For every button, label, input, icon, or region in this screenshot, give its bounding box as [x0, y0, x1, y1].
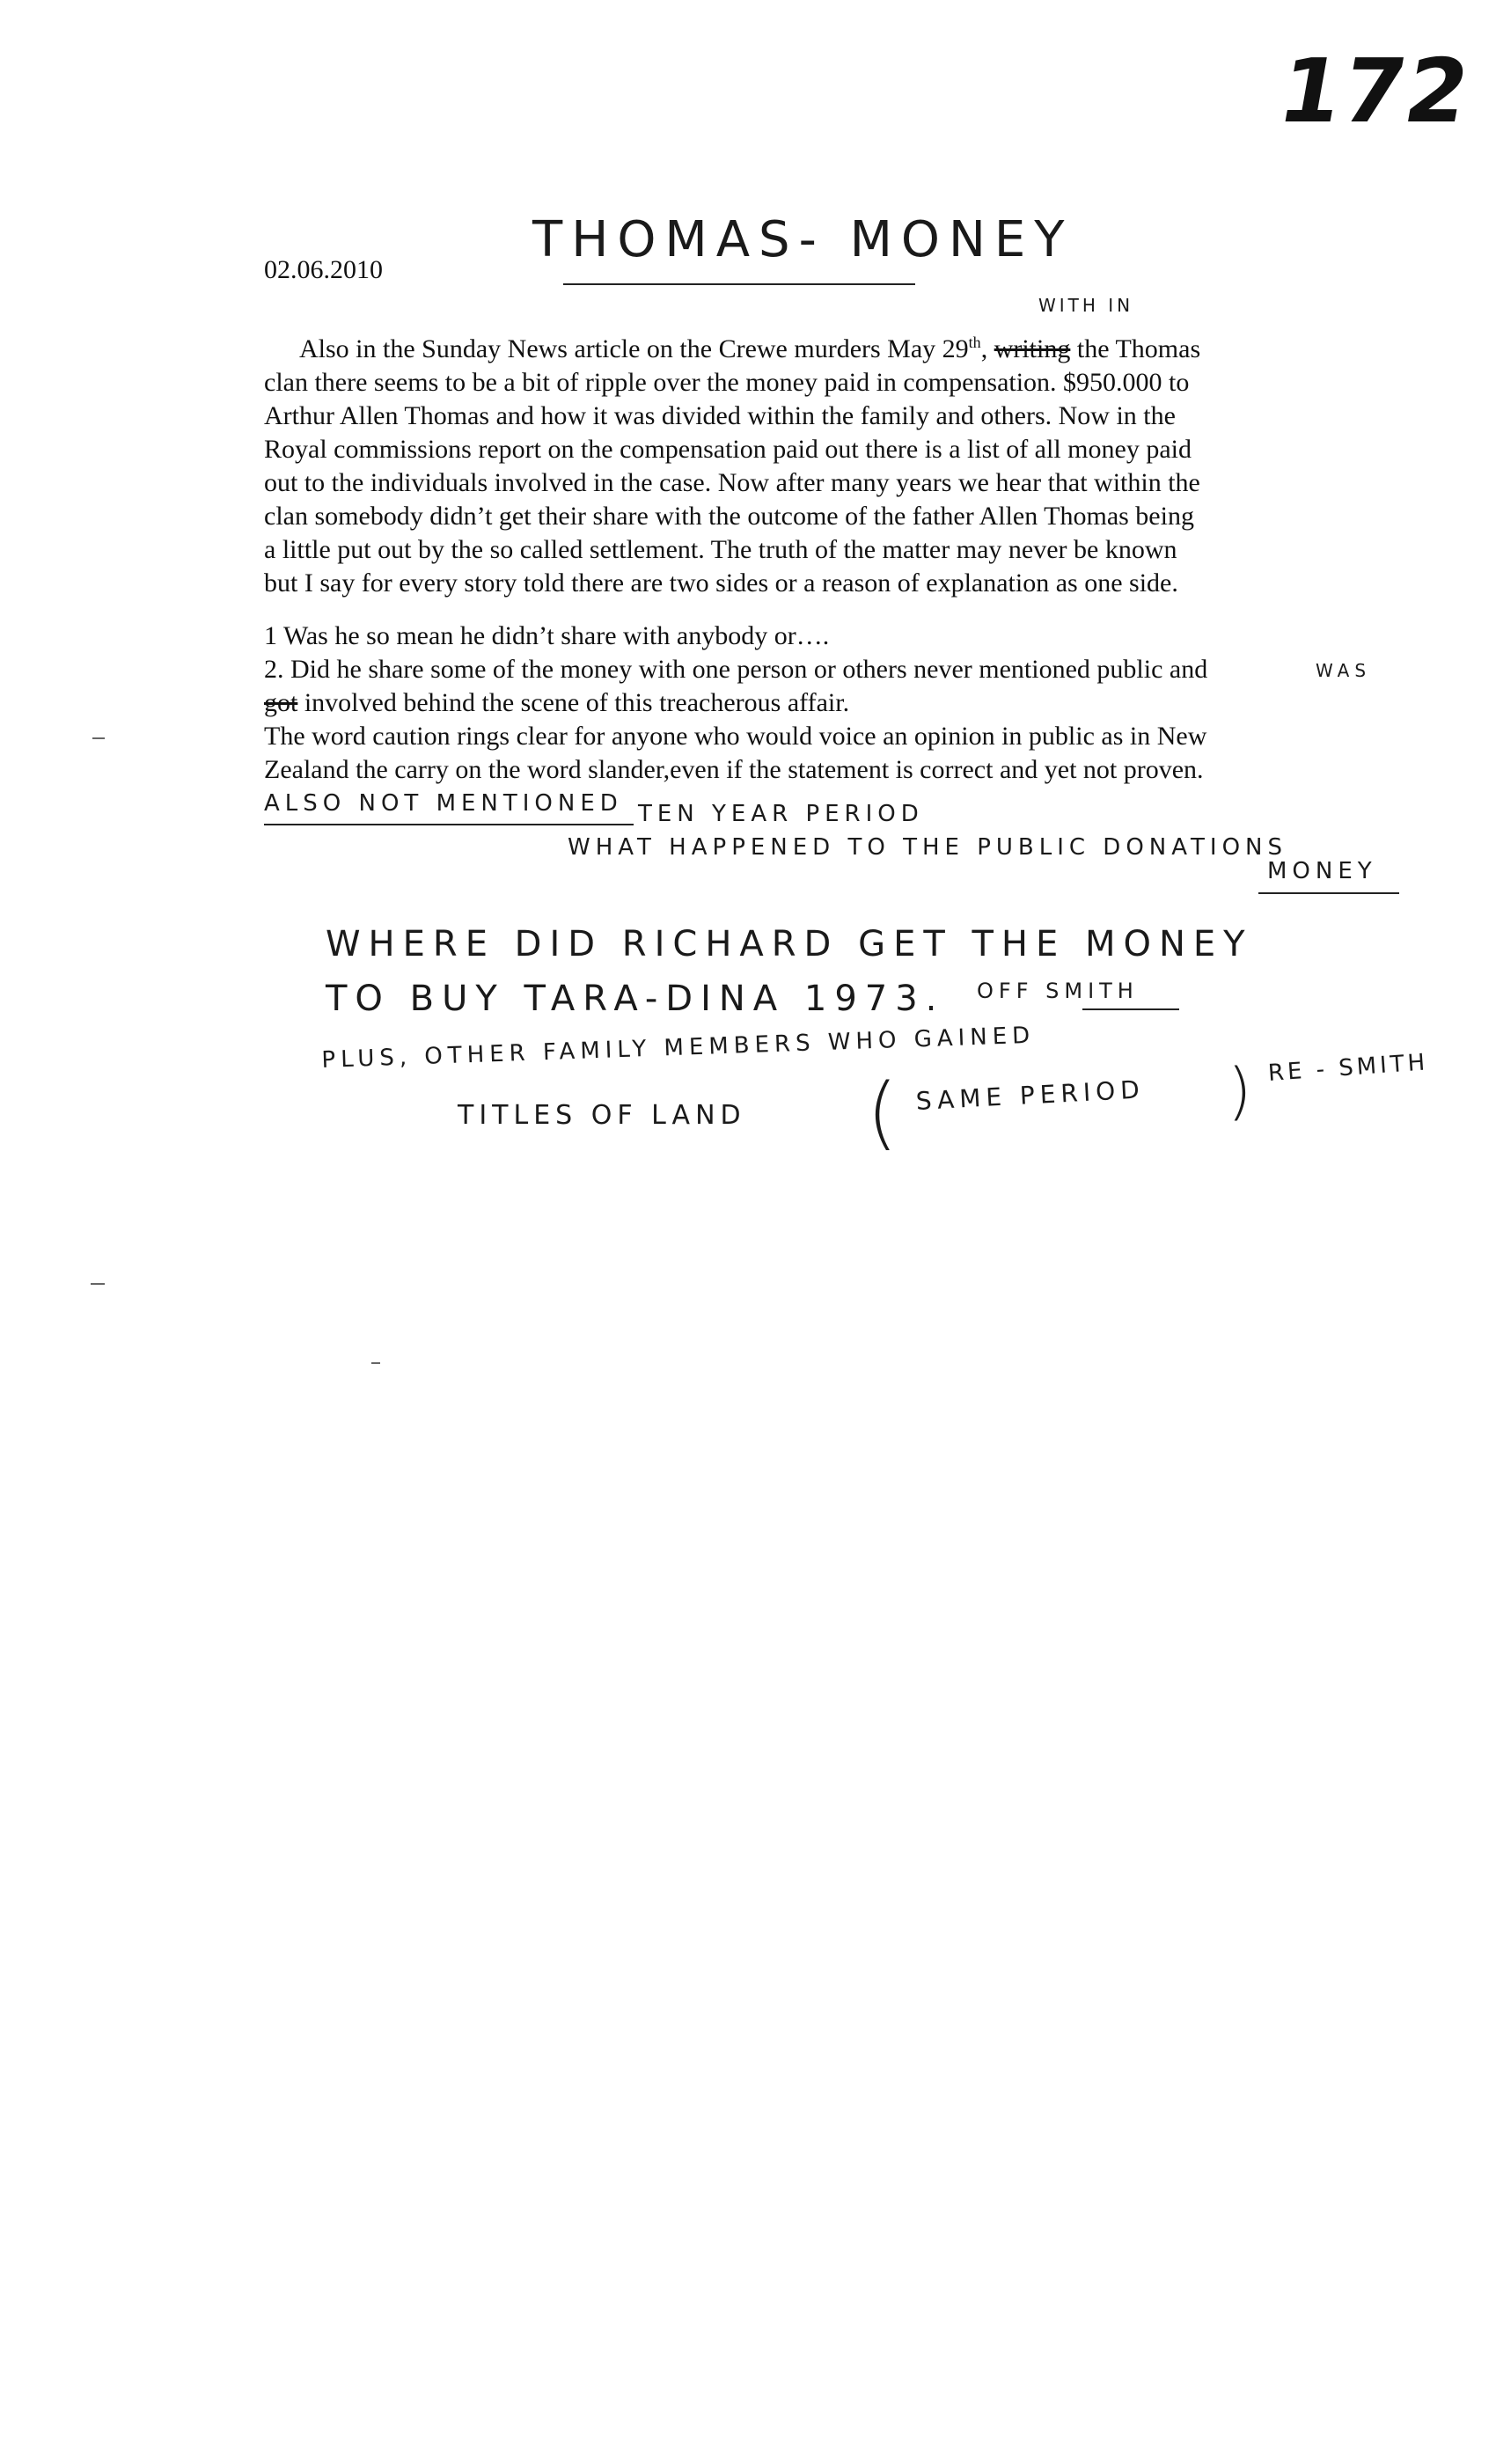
paragraph-line: but I say for every story told there are two sides or a reason of explanation as one side. [264, 568, 1178, 598]
handwritten-title: THOMAS- MONEY [532, 211, 1074, 268]
handwritten-parenthesis: ( [867, 1067, 898, 1159]
handwritten-note: RE - SMITH [1267, 1049, 1430, 1087]
handwritten-parenthesis: ) [1228, 1055, 1252, 1127]
handwritten-note: PLUS, OTHER FAMILY MEMBERS WHO GAINED [321, 1022, 1036, 1074]
margin-mark [371, 1362, 380, 1364]
paragraph-line: clan somebody didn’t get their share with the outcome of the father Allen Thomas being [264, 502, 1194, 531]
page-number: 172 [1271, 40, 1479, 143]
document-date: 02.06.2010 [264, 255, 383, 284]
paragraph-line: Royal commissions report on the compensation paid out there is a list of all money paid [264, 435, 1192, 464]
struck-word: writing [994, 334, 1071, 363]
question-list [264, 620, 1207, 787]
margin-mark [91, 1283, 105, 1285]
handwritten-note: ALSO NOT MENTIONED [264, 790, 623, 817]
main-paragraph [264, 326, 1200, 600]
superscript-ordinal: th [968, 334, 981, 351]
handwritten-note: MONEY [1267, 858, 1377, 884]
handwritten-note: TITLES OF LAND [458, 1100, 746, 1131]
handwritten-underline [1258, 892, 1399, 894]
struck-word: got [264, 688, 298, 717]
handwritten-note: TEN YEAR PERIOD [638, 801, 924, 827]
paragraph-line: clan there seems to be a bit of ripple over the money paid in compensation. $950.000 to [264, 368, 1190, 397]
paragraph-line-text: the Thomas [1070, 334, 1201, 363]
list-item: 2. Did he share some of the money with one person or others never mentioned public and [264, 655, 1208, 684]
margin-mark [92, 737, 105, 739]
caution-line: Zealand the carry on the word slander,even if the statement is correct and yet not proven. [264, 755, 1204, 784]
handwritten-note: SAME PERIOD [915, 1074, 1146, 1116]
title-underline [563, 283, 915, 285]
handwritten-underline [264, 824, 634, 825]
paragraph-line: Arthur Allen Thomas and how it was divided within the family and others. Now in the [264, 401, 1176, 430]
paragraph-line: out to the individuals involved in the case. Now after many years we hear that within the [264, 468, 1200, 497]
handwritten-underline [1082, 1008, 1179, 1010]
list-item-text: involved behind the scene of this treacherous affair. [297, 688, 850, 717]
handwritten-note: OFF SMITH [977, 979, 1139, 1003]
paragraph-line: a little put out by the so called settlement. The truth of the matter may never be known [264, 535, 1177, 564]
handwritten-question: TO BUY TARA-DINA 1973. [326, 979, 945, 1019]
paragraph-line-text: Also in the Sunday News article on the Crewe murders May 29 [299, 334, 969, 363]
handwritten-question: WHERE DID RICHARD GET THE MONEY [326, 924, 1253, 964]
handwritten-margin-note: WAS [1316, 660, 1372, 681]
handwritten-insertion-note: WITH IN [1038, 295, 1134, 316]
list-item [264, 686, 1207, 720]
paragraph-line: Also in the Sunday News article on the Crewe murders May 29th, writing the Thomas [299, 334, 1201, 363]
list-item: 1 Was he so mean he didn’t share with anybody or…. [264, 621, 830, 650]
handwritten-note: WHAT HAPPENED TO THE PUBLIC DONATIONS [568, 834, 1287, 861]
caution-line: The word caution rings clear for anyone who would voice an opinion in public as in New [264, 722, 1207, 751]
